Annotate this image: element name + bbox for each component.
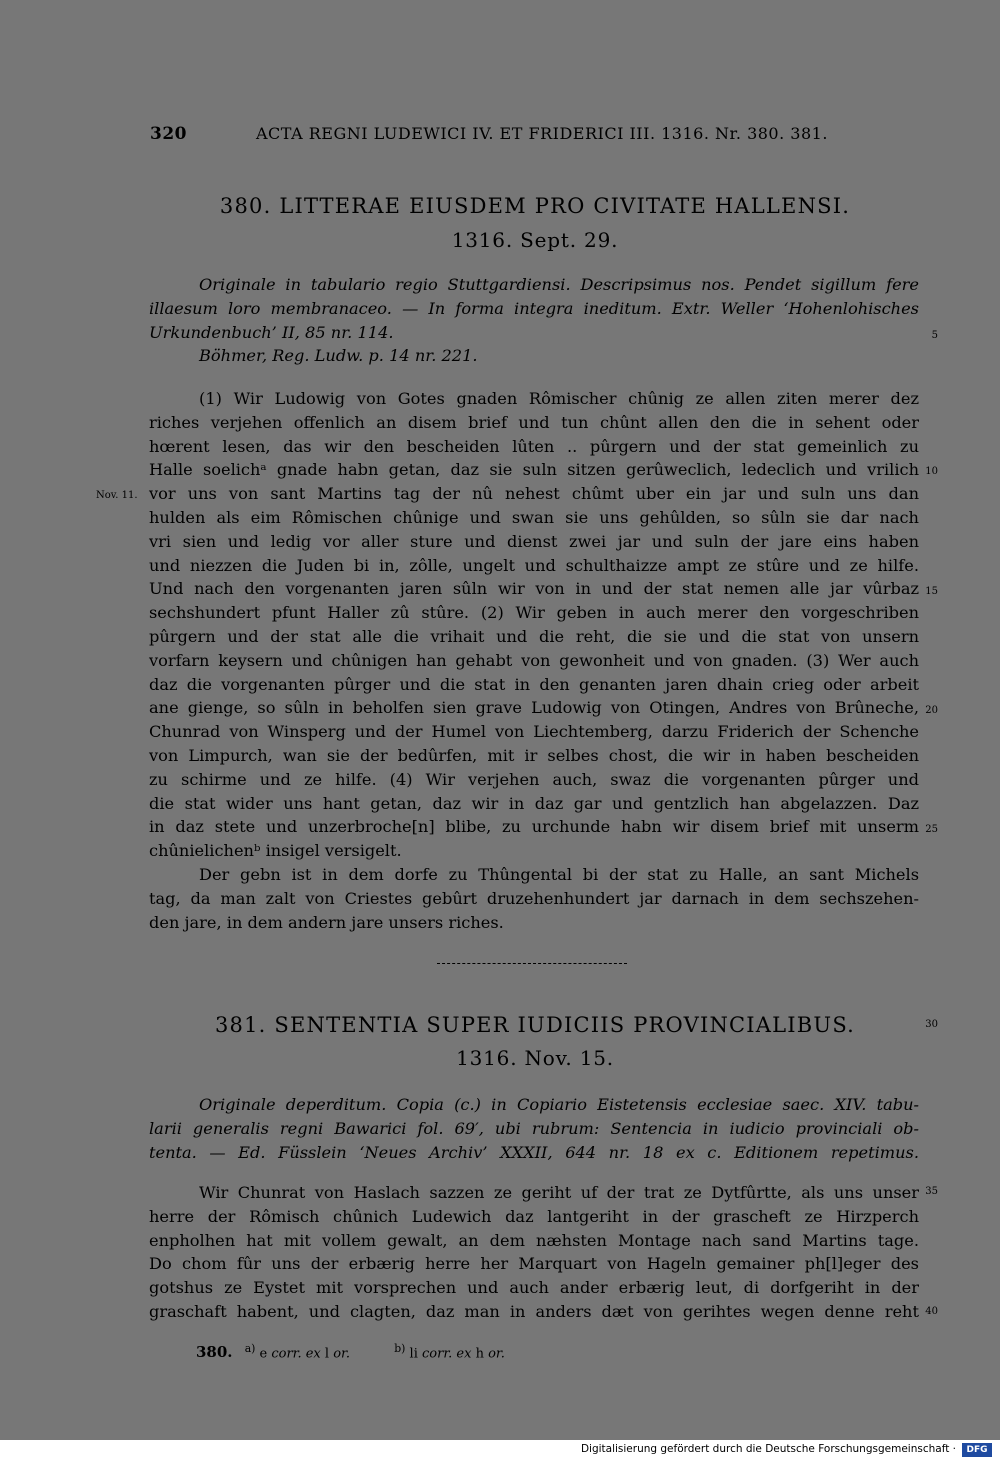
- text-line: von Limpurch, wan sie der bedûrfen, mit ir selbes chost, die wir in haben bescheiden: [149, 745, 919, 765]
- text-line: daz die vorgenanten pûrger und die stat in den genanten jaren dhain crieg oder arbeit: [149, 674, 919, 694]
- footnote-b-or: or.: [488, 1346, 505, 1362]
- dating-line: Der gebn ist in dem dorfe zu Thûngental bi der stat zu Halle, an sant Michels: [199, 864, 919, 884]
- footnote-b-mark: b): [394, 1342, 406, 1355]
- page-number: 320: [150, 124, 187, 144]
- section-divider: [437, 963, 627, 964]
- source-line: larii generalis regni Bawarici fol. 69′, ubi rubrum: Sentencia in iudicio provinciali ob-: [149, 1118, 919, 1138]
- text-line: Chunrad von Winsperg und der Humel von Liechtemberg, darzu Friderich der Schenche: [149, 722, 919, 742]
- margin-date: Nov. 11.: [96, 490, 138, 501]
- dfg-logo: DFG: [962, 1443, 992, 1457]
- margin-line-number: 25: [925, 824, 938, 835]
- text-line: vorfarn keysern und chûnigen han gehabt von gewonheit und von gnaden. (3) Wer auch: [149, 650, 919, 670]
- text-line: (1) Wir Ludowig von Gotes gnaden Rômischer chûnig ze allen ziten merer dez: [199, 389, 919, 408]
- doc-381-text: [149, 1181, 919, 1324]
- source-line: Originale deperditum. Copia (c.) in Copiario Eistetensis ecclesiae saec. XIV. tabu-: [199, 1095, 919, 1114]
- dating-line: tag, da man zalt von Criestes gebûrt druzehenhundert jar darnach in dem sechszehen-: [149, 888, 919, 908]
- source-line: Urkundenbuch’ II, 85 nr. 114.: [149, 322, 394, 342]
- footnote-a-text: e: [259, 1346, 268, 1362]
- doc-381-title: 381. SENTENTIA SUPER IUDICIIS PROVINCIALIBUS.: [214, 1013, 856, 1037]
- footnote-b-corr: corr. ex: [422, 1346, 472, 1362]
- text-line: die stat wider uns hant getan, daz wir in daz gar und gentzlich han abgelazzen. Daz: [149, 793, 919, 813]
- text-line: und niezzen die Juden bi in, zôlle, ungelt und schulthaizze ampt ze stûre und ze hilfe.: [149, 555, 919, 575]
- footnote-ref: 380.: [196, 1343, 233, 1362]
- text-line: riches verjehen offenlich an disem brief und tun chûnt allen den die in sehent oder: [149, 412, 919, 432]
- text-line: hœrent lesen, das wir den bescheiden lûten .. pûrgern und der stat gemeinlich zu: [149, 436, 919, 456]
- text-line: Halle soelichᵃ gnade habn getan, daz sie suln sitzen gerûweclich, ledeclich und vrilich: [149, 460, 919, 480]
- margin-line-number: 30: [925, 1019, 938, 1030]
- margin-line-number: 40: [925, 1306, 938, 1317]
- footnote-a-or: or.: [333, 1346, 350, 1362]
- source-line: Originale in tabulario regio Stuttgardiensi. Descripsimus nos. Pendet sigillum fere: [199, 275, 919, 294]
- credit-text: Digitalisierung gefördert durch die Deutsche Forschungsgemeinschaft ·: [580, 1443, 956, 1455]
- text-line: ane gienge, so sûln in beholfen sien grave Ludowig von Otingen, Andres von Brûneche,: [149, 698, 919, 718]
- text-line: herre der Rômisch chûnich Ludewich daz lantgeriht in der grascheft ze Hirzperch: [149, 1206, 919, 1226]
- dating-line: den jare, in dem andern jare unsers riches.: [149, 912, 504, 932]
- text-line: pûrgern und der stat alle die vrihait und die reht, die sie und die stat von unsern: [149, 626, 919, 646]
- text-line: graschaft habent, und clagten, daz man in anders dæt von gerihtes wegen denne reht: [149, 1301, 919, 1321]
- text-line: enpholhen hat mit vollem gewalt, an dem næhsten Montage nach sand Martins tage.: [149, 1230, 919, 1250]
- margin-line-number: 20: [925, 705, 938, 716]
- margin-line-number: 5: [931, 330, 938, 341]
- text-line: Wir Chunrat von Haslach sazzen ze geriht uf der trat ze Dytfûrtte, als uns unser: [199, 1183, 919, 1202]
- text-line: zu schirme und ze hilfe. (4) Wir verjehen auch, swaz die vorgenanten pûrger und: [149, 769, 919, 789]
- doc-381-date: 1316. Nov. 15.: [456, 1046, 614, 1070]
- text-line: vri sien und ledig vor aller sture und dienst zwei jar und suln der jare eins haben: [149, 531, 919, 551]
- source-line: illaesum loro membranaceo. — In forma integra ineditum. Extr. Weller ‘Hohenlohisches: [149, 298, 919, 318]
- text-line: sechshundert pfunt Haller zû stûre. (2) Wir geben in auch merer den vorgeschriben: [149, 603, 919, 623]
- footnote-a-mark: a): [244, 1342, 256, 1355]
- footnote-a-corr: corr. ex: [271, 1346, 321, 1362]
- doc-380-text: [149, 387, 919, 934]
- text-line: Do chom fûr uns der erbærig herre her Marquart von Hageln gemainer ph[l]eger des: [149, 1254, 919, 1274]
- margin-line-number: 10: [925, 466, 938, 477]
- text-line: Und nach den vorgenanten jaren sûln wir von in und der stat nemen alle jar vûrbaz: [149, 579, 919, 599]
- margin-line-number: 15: [925, 586, 938, 597]
- footnotes: [196, 1342, 505, 1361]
- doc-380-title: 380. LITTERAE EIUSDEM PRO CIVITATE HALLENSI.: [219, 194, 851, 218]
- doc-380-source-note: [149, 273, 919, 368]
- text-line: chûnielichenᵇ insigel versigelt.: [149, 841, 402, 861]
- text-line: vor uns von sant Martins tag der nû nehest chûmt uber ein jar und suln uns dan: [149, 484, 919, 504]
- source-line: Böhmer, Reg. Ludw. p. 14 nr. 221.: [199, 346, 478, 366]
- footnote-b-text-2: h: [475, 1346, 484, 1362]
- credit-bar: [0, 1440, 1000, 1460]
- text-line: in daz stete und unzerbroche[n] blibe, zu urchunde habn wir disem brief mit unserm: [149, 817, 919, 837]
- running-title: ACTA REGNI LUDEWICI IV. ET FRIDERICI III. 1316. Nr. 380. 381.: [256, 124, 828, 143]
- text-line: hulden als eim Rômischen chûnige und swan sie uns gehûlden, so sûln sie dar nach: [149, 507, 919, 527]
- doc-381-source-note: [149, 1093, 919, 1164]
- text-line: gotshus ze Eystet mit vorsprechen und auch ander erbærig leut, di dorfgeriht in der: [149, 1278, 919, 1298]
- margin-line-number: 35: [925, 1186, 938, 1197]
- footnote-a-text-2: l: [324, 1346, 330, 1362]
- source-line: tenta. — Ed. Füsslein ‘Neues Archiv’ XXXII, 644 nr. 18 ex c. Editionem repetimus.: [149, 1142, 919, 1162]
- doc-380-date: 1316. Sept. 29.: [451, 228, 619, 252]
- footnote-b-text: li: [409, 1346, 418, 1362]
